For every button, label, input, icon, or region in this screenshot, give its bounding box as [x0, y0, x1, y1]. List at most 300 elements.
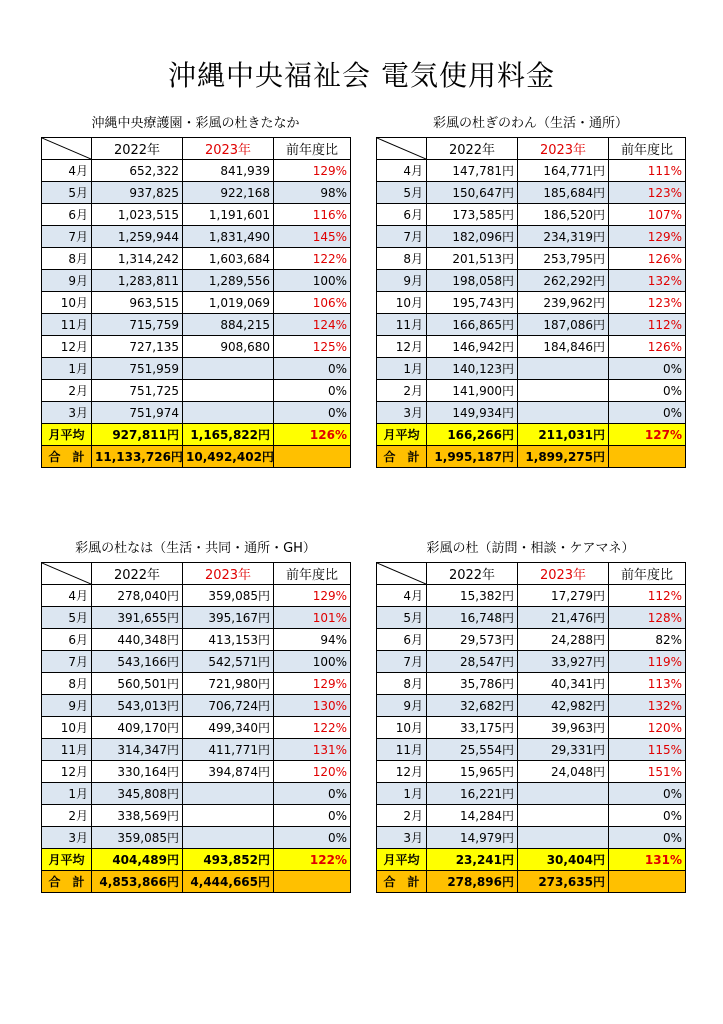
value-2022-cell: 543,013円 — [92, 695, 183, 717]
monthly-average-row — [42, 849, 351, 871]
table-row — [42, 651, 351, 673]
value-2023-cell: 884,215 — [183, 314, 274, 336]
average-label: 月平均 — [377, 849, 427, 871]
average-label: 月平均 — [42, 849, 92, 871]
month-cell: 1月 — [42, 358, 92, 380]
ratio-cell: 122% — [274, 717, 351, 739]
month-cell: 4月 — [42, 160, 92, 182]
table-row — [42, 629, 351, 651]
ratio-cell: 122% — [274, 248, 351, 270]
ratio-cell: 0% — [274, 358, 351, 380]
value-2022-cell: 16,221円 — [427, 783, 518, 805]
value-2022-cell: 15,382円 — [427, 585, 518, 607]
average-ratio: 126% — [274, 424, 351, 446]
header-row — [377, 563, 686, 585]
month-cell: 12月 — [42, 336, 92, 358]
value-2023-cell: 239,962円 — [518, 292, 609, 314]
ratio-cell: 145% — [274, 226, 351, 248]
month-cell: 3月 — [42, 827, 92, 849]
table-row — [377, 270, 686, 292]
ratio-cell: 0% — [609, 402, 686, 424]
ratio-cell: 0% — [609, 380, 686, 402]
monthly-average-row — [377, 849, 686, 871]
value-2022-cell: 543,166円 — [92, 651, 183, 673]
month-cell: 9月 — [377, 270, 427, 292]
month-cell: 4月 — [42, 585, 92, 607]
value-2022-cell: 150,647円 — [427, 182, 518, 204]
month-cell: 8月 — [377, 673, 427, 695]
month-cell: 12月 — [377, 336, 427, 358]
header-2022: 2022年 — [427, 563, 518, 585]
value-2023-cell — [518, 402, 609, 424]
average-2023: 1,165,822円 — [183, 424, 274, 446]
value-2023-cell — [183, 380, 274, 402]
value-2022-cell: 147,781円 — [427, 160, 518, 182]
ratio-cell: 125% — [274, 336, 351, 358]
total-empty-cell — [609, 871, 686, 893]
total-2023: 1,899,275円 — [518, 446, 609, 468]
average-ratio: 131% — [609, 849, 686, 871]
ratio-cell: 0% — [609, 358, 686, 380]
month-cell: 10月 — [42, 717, 92, 739]
monthly-average-row — [377, 424, 686, 446]
month-cell: 6月 — [42, 629, 92, 651]
total-empty-cell — [274, 446, 351, 468]
header-2023: 2023年 — [518, 138, 609, 160]
month-cell: 4月 — [377, 160, 427, 182]
table-row — [42, 204, 351, 226]
table-row — [42, 380, 351, 402]
month-cell: 3月 — [377, 827, 427, 849]
ratio-cell: 131% — [274, 739, 351, 761]
table-row — [42, 695, 351, 717]
ratio-cell: 0% — [274, 827, 351, 849]
value-2023-cell: 1,831,490 — [183, 226, 274, 248]
average-2022: 927,811円 — [92, 424, 183, 446]
table-row — [42, 805, 351, 827]
value-2023-cell: 1,289,556 — [183, 270, 274, 292]
value-2023-cell — [183, 805, 274, 827]
value-2022-cell: 166,865円 — [427, 314, 518, 336]
month-cell: 2月 — [377, 805, 427, 827]
value-2022-cell: 359,085円 — [92, 827, 183, 849]
value-2023-cell: 1,603,684 — [183, 248, 274, 270]
month-cell: 9月 — [42, 695, 92, 717]
header-ratio: 前年度比 — [274, 563, 351, 585]
table-block — [41, 538, 350, 893]
month-cell: 5月 — [377, 607, 427, 629]
value-2023-cell: 21,476円 — [518, 607, 609, 629]
value-2023-cell: 922,168 — [183, 182, 274, 204]
month-cell: 1月 — [377, 358, 427, 380]
table-row — [377, 226, 686, 248]
value-2022-cell: 1,259,944 — [92, 226, 183, 248]
table-row — [377, 805, 686, 827]
value-2023-cell — [183, 358, 274, 380]
value-2023-cell: 394,874円 — [183, 761, 274, 783]
value-2023-cell — [518, 783, 609, 805]
table-row — [42, 739, 351, 761]
value-2022-cell: 173,585円 — [427, 204, 518, 226]
total-empty-cell — [609, 446, 686, 468]
value-2023-cell — [518, 827, 609, 849]
month-cell: 12月 — [42, 761, 92, 783]
average-2022: 166,266円 — [427, 424, 518, 446]
month-cell: 7月 — [42, 651, 92, 673]
ratio-cell: 0% — [609, 827, 686, 849]
header-row — [42, 138, 351, 160]
value-2022-cell: 391,655円 — [92, 607, 183, 629]
month-cell: 6月 — [377, 629, 427, 651]
value-2023-cell: 253,795円 — [518, 248, 609, 270]
month-cell: 7月 — [42, 226, 92, 248]
ratio-cell: 100% — [274, 270, 351, 292]
value-2022-cell: 560,501円 — [92, 673, 183, 695]
value-2022-cell: 28,547円 — [427, 651, 518, 673]
value-2023-cell: 187,086円 — [518, 314, 609, 336]
table-row — [377, 204, 686, 226]
ratio-cell: 116% — [274, 204, 351, 226]
header-row — [42, 563, 351, 585]
diagonal-corner-cell — [377, 138, 427, 160]
ratio-cell: 106% — [274, 292, 351, 314]
total-2022: 4,853,866円 — [92, 871, 183, 893]
value-2023-cell: 499,340円 — [183, 717, 274, 739]
total-row — [377, 871, 686, 893]
month-cell: 6月 — [42, 204, 92, 226]
table-row — [42, 827, 351, 849]
ratio-cell: 94% — [274, 629, 351, 651]
ratio-cell: 98% — [274, 182, 351, 204]
month-cell: 3月 — [377, 402, 427, 424]
table-block — [376, 538, 685, 893]
total-2023: 4,444,665円 — [183, 871, 274, 893]
month-cell: 11月 — [42, 314, 92, 336]
value-2023-cell: 24,288円 — [518, 629, 609, 651]
table-row — [42, 182, 351, 204]
table-row — [377, 292, 686, 314]
header-2022: 2022年 — [427, 138, 518, 160]
table-row — [377, 314, 686, 336]
month-cell: 4月 — [377, 585, 427, 607]
table-row — [42, 314, 351, 336]
value-2022-cell: 14,979円 — [427, 827, 518, 849]
average-2023: 30,404円 — [518, 849, 609, 871]
value-2023-cell: 164,771円 — [518, 160, 609, 182]
table-row — [42, 226, 351, 248]
average-2022: 404,489円 — [92, 849, 183, 871]
value-2023-cell: 184,846円 — [518, 336, 609, 358]
table-row — [377, 358, 686, 380]
diagonal-corner-cell — [42, 138, 92, 160]
electricity-table — [41, 562, 351, 893]
header-row — [377, 138, 686, 160]
table-row — [377, 160, 686, 182]
value-2022-cell: 1,314,242 — [92, 248, 183, 270]
value-2023-cell: 841,939 — [183, 160, 274, 182]
value-2022-cell: 140,123円 — [427, 358, 518, 380]
ratio-cell: 107% — [609, 204, 686, 226]
ratio-cell: 151% — [609, 761, 686, 783]
value-2023-cell: 1,019,069 — [183, 292, 274, 314]
header-ratio: 前年度比 — [609, 138, 686, 160]
ratio-cell: 0% — [274, 783, 351, 805]
value-2022-cell: 1,023,515 — [92, 204, 183, 226]
table-row — [42, 336, 351, 358]
value-2022-cell: 751,974 — [92, 402, 183, 424]
value-2022-cell: 29,573円 — [427, 629, 518, 651]
month-cell: 8月 — [377, 248, 427, 270]
table-row — [377, 380, 686, 402]
value-2022-cell: 330,164円 — [92, 761, 183, 783]
value-2023-cell: 39,963円 — [518, 717, 609, 739]
ratio-cell: 129% — [609, 226, 686, 248]
ratio-cell: 0% — [609, 783, 686, 805]
electricity-table — [41, 137, 351, 468]
value-2022-cell: 35,786円 — [427, 673, 518, 695]
month-cell: 10月 — [377, 292, 427, 314]
header-2023: 2023年 — [518, 563, 609, 585]
month-cell: 11月 — [377, 314, 427, 336]
value-2023-cell: 24,048円 — [518, 761, 609, 783]
header-2022: 2022年 — [92, 138, 183, 160]
table-row — [377, 585, 686, 607]
average-2022: 23,241円 — [427, 849, 518, 871]
value-2022-cell: 182,096円 — [427, 226, 518, 248]
ratio-cell: 113% — [609, 673, 686, 695]
table-row — [42, 717, 351, 739]
month-cell: 6月 — [377, 204, 427, 226]
ratio-cell: 128% — [609, 607, 686, 629]
table-row — [377, 629, 686, 651]
ratio-cell: 112% — [609, 314, 686, 336]
table-row — [377, 827, 686, 849]
total-2022: 11,133,726円 — [92, 446, 183, 468]
table-row — [42, 248, 351, 270]
ratio-cell: 100% — [274, 651, 351, 673]
table-row — [377, 783, 686, 805]
ratio-cell: 0% — [609, 805, 686, 827]
value-2023-cell: 413,153円 — [183, 629, 274, 651]
value-2022-cell: 440,348円 — [92, 629, 183, 651]
value-2022-cell: 751,959 — [92, 358, 183, 380]
value-2023-cell: 411,771円 — [183, 739, 274, 761]
value-2023-cell: 395,167円 — [183, 607, 274, 629]
month-cell: 8月 — [42, 248, 92, 270]
value-2022-cell: 338,569円 — [92, 805, 183, 827]
total-2023: 273,635円 — [518, 871, 609, 893]
total-label: 合 計 — [42, 871, 92, 893]
ratio-cell: 126% — [609, 336, 686, 358]
table-row — [42, 761, 351, 783]
ratio-cell: 0% — [274, 402, 351, 424]
total-row — [377, 446, 686, 468]
month-cell: 7月 — [377, 651, 427, 673]
value-2022-cell: 195,743円 — [427, 292, 518, 314]
month-cell: 1月 — [42, 783, 92, 805]
header-2023: 2023年 — [183, 563, 274, 585]
value-2023-cell: 17,279円 — [518, 585, 609, 607]
value-2022-cell: 201,513円 — [427, 248, 518, 270]
value-2022-cell: 14,284円 — [427, 805, 518, 827]
value-2022-cell: 16,748円 — [427, 607, 518, 629]
value-2023-cell: 234,319円 — [518, 226, 609, 248]
header-2022: 2022年 — [92, 563, 183, 585]
table-caption: 沖縄中央療護園・彩風の杜きたなか — [91, 116, 300, 131]
ratio-cell: 0% — [274, 805, 351, 827]
value-2023-cell: 185,684円 — [518, 182, 609, 204]
value-2023-cell — [183, 783, 274, 805]
diagonal-corner-cell — [42, 563, 92, 585]
table-row — [42, 673, 351, 695]
total-2022: 1,995,187円 — [427, 446, 518, 468]
ratio-cell: 120% — [609, 717, 686, 739]
table-row — [377, 739, 686, 761]
ratio-cell: 129% — [274, 585, 351, 607]
table-row — [377, 402, 686, 424]
value-2022-cell: 937,825 — [92, 182, 183, 204]
header-ratio: 前年度比 — [274, 138, 351, 160]
table-row — [377, 695, 686, 717]
ratio-cell: 112% — [609, 585, 686, 607]
value-2023-cell: 721,980円 — [183, 673, 274, 695]
electricity-table — [376, 137, 686, 468]
month-cell: 9月 — [42, 270, 92, 292]
month-cell: 10月 — [42, 292, 92, 314]
table-caption: 彩風の杜（訪問・相談・ケアマネ） — [426, 541, 635, 556]
value-2022-cell: 33,175円 — [427, 717, 518, 739]
value-2022-cell: 409,170円 — [92, 717, 183, 739]
month-cell: 5月 — [377, 182, 427, 204]
total-empty-cell — [274, 871, 351, 893]
table-row — [377, 651, 686, 673]
ratio-cell: 111% — [609, 160, 686, 182]
average-ratio: 127% — [609, 424, 686, 446]
month-cell: 3月 — [42, 402, 92, 424]
month-cell: 2月 — [377, 380, 427, 402]
ratio-cell: 123% — [609, 182, 686, 204]
value-2022-cell: 715,759 — [92, 314, 183, 336]
table-row — [42, 402, 351, 424]
ratio-cell: 119% — [609, 651, 686, 673]
value-2022-cell: 32,682円 — [427, 695, 518, 717]
value-2023-cell — [518, 805, 609, 827]
month-cell: 8月 — [42, 673, 92, 695]
value-2022-cell: 963,515 — [92, 292, 183, 314]
electricity-table — [376, 562, 686, 893]
table-row — [377, 673, 686, 695]
table-block — [376, 113, 685, 468]
ratio-cell: 132% — [609, 270, 686, 292]
table-row — [377, 607, 686, 629]
average-label: 月平均 — [42, 424, 92, 446]
total-label: 合 計 — [42, 446, 92, 468]
table-row — [42, 270, 351, 292]
table-caption: 彩風の杜ぎのわん（生活・通所） — [432, 116, 628, 131]
ratio-cell: 120% — [274, 761, 351, 783]
ratio-cell: 123% — [609, 292, 686, 314]
average-label: 月平均 — [377, 424, 427, 446]
value-2023-cell: 186,520円 — [518, 204, 609, 226]
table-row — [377, 717, 686, 739]
value-2022-cell: 15,965円 — [427, 761, 518, 783]
value-2022-cell: 751,725 — [92, 380, 183, 402]
value-2023-cell: 40,341円 — [518, 673, 609, 695]
diagonal-corner-cell — [377, 563, 427, 585]
value-2022-cell: 727,135 — [92, 336, 183, 358]
month-cell: 10月 — [377, 717, 427, 739]
value-2022-cell: 278,040円 — [92, 585, 183, 607]
ratio-cell: 129% — [274, 673, 351, 695]
ratio-cell: 130% — [274, 695, 351, 717]
table-caption: 彩風の杜なは（生活・共同・通所・GH） — [75, 541, 316, 556]
value-2022-cell: 345,808円 — [92, 783, 183, 805]
value-2022-cell: 652,322 — [92, 160, 183, 182]
month-cell: 11月 — [377, 739, 427, 761]
value-2023-cell: 33,927円 — [518, 651, 609, 673]
average-2023: 493,852円 — [183, 849, 274, 871]
month-cell: 2月 — [42, 805, 92, 827]
value-2022-cell: 314,347円 — [92, 739, 183, 761]
month-cell: 1月 — [377, 783, 427, 805]
ratio-cell: 124% — [274, 314, 351, 336]
table-block — [41, 113, 350, 468]
monthly-average-row — [42, 424, 351, 446]
total-label: 合 計 — [377, 446, 427, 468]
ratio-cell: 132% — [609, 695, 686, 717]
table-row — [42, 358, 351, 380]
table-row — [42, 607, 351, 629]
value-2022-cell: 149,934円 — [427, 402, 518, 424]
table-row — [377, 182, 686, 204]
value-2023-cell: 42,982円 — [518, 695, 609, 717]
value-2023-cell: 908,680 — [183, 336, 274, 358]
ratio-cell: 115% — [609, 739, 686, 761]
average-2023: 211,031円 — [518, 424, 609, 446]
value-2023-cell — [183, 402, 274, 424]
page-title: 沖縄中央福祉会 電気使用料金 — [168, 59, 555, 92]
value-2023-cell: 1,191,601 — [183, 204, 274, 226]
total-label: 合 計 — [377, 871, 427, 893]
month-cell: 5月 — [42, 607, 92, 629]
ratio-cell: 101% — [274, 607, 351, 629]
value-2023-cell: 29,331円 — [518, 739, 609, 761]
table-row — [42, 160, 351, 182]
total-row — [42, 871, 351, 893]
value-2022-cell: 1,283,811 — [92, 270, 183, 292]
month-cell: 2月 — [42, 380, 92, 402]
header-ratio: 前年度比 — [609, 563, 686, 585]
total-2022: 278,896円 — [427, 871, 518, 893]
ratio-cell: 126% — [609, 248, 686, 270]
month-cell: 11月 — [42, 739, 92, 761]
month-cell: 5月 — [42, 182, 92, 204]
value-2022-cell: 141,900円 — [427, 380, 518, 402]
value-2023-cell: 542,571円 — [183, 651, 274, 673]
value-2023-cell — [518, 380, 609, 402]
table-row — [42, 292, 351, 314]
value-2022-cell: 198,058円 — [427, 270, 518, 292]
table-row — [377, 248, 686, 270]
value-2023-cell: 706,724円 — [183, 695, 274, 717]
header-2023: 2023年 — [183, 138, 274, 160]
average-ratio: 122% — [274, 849, 351, 871]
value-2023-cell: 262,292円 — [518, 270, 609, 292]
value-2023-cell — [518, 358, 609, 380]
total-row — [42, 446, 351, 468]
table-row — [42, 783, 351, 805]
ratio-cell: 129% — [274, 160, 351, 182]
